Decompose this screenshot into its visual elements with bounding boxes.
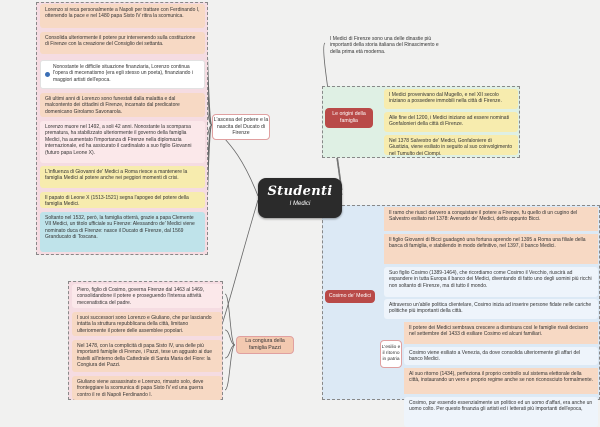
studenti-logo: Studenti — [267, 184, 333, 199]
topic-origini[interactable] — [325, 108, 373, 128]
cosimo-node-2-text: Il figlio Giovanni di Bicci guadagnò una fortuna aprendo nel 1395 a Roma una filiale della banca di famiglia, e stabilendo in modo definitivo, nel 1397, il banco Medici. — [389, 237, 586, 250]
central-node[interactable] — [258, 178, 342, 218]
ascesa-node-1[interactable] — [40, 4, 205, 28]
esilio-node-2-text: Cosimo viene esiliato a Venezia, da dove consolida ulteriormente gli affari del banco Medici. — [409, 350, 581, 363]
ascesa-node-4[interactable] — [40, 93, 205, 117]
ascesa-node-3[interactable] — [40, 60, 205, 89]
esilio-node-3-text: Al suo ritorno (1434), perfeziona il proprio controllo sul sistema elettorale della città, instaurando un vero e proprio regime anche se non riconosciuto formalmente. — [409, 371, 593, 384]
esilio-node-1[interactable] — [404, 322, 598, 344]
esilio-node-4[interactable] — [404, 397, 598, 427]
cosimo-node-2[interactable] — [384, 234, 598, 264]
congiura-node-2[interactable] — [72, 312, 222, 336]
topic-cosimo[interactable] — [325, 290, 375, 303]
ascesa-node-2-text: Consolida ulteriormente il potere pur intervenendo sulla costituzione di Firenze con la creazione del Consiglio dei settanta. — [45, 35, 196, 48]
ascesa-node-1-text: Lorenzo si reca personalmente a Napoli per trattare con Ferdinando I, ottenendo la pace e nel 1480 papa Sisto IV ritira la scomunica. — [45, 7, 200, 20]
origini-node-2-text: Alle fine del 1200, i Medici iniziano ad essere nominati Gonfalonieri della città di Firenze. — [389, 115, 510, 128]
esilio-node-2[interactable] — [404, 347, 598, 365]
topic-esilio-label: L'esilio e il ritorno in patria — [381, 345, 401, 362]
congiura-node-4[interactable] — [72, 376, 222, 400]
esilio-node-3[interactable] — [404, 368, 598, 394]
topic-ascesa[interactable] — [212, 114, 270, 140]
topic-origini-label: Le origini della famiglia — [332, 111, 366, 124]
ascesa-node-8[interactable] — [40, 212, 205, 252]
ascesa-node-3-text: Nonostante le difficile situazione finanziaria, Lorenzo continua l'opera di mecenatismo (era egli stesso un poeta), finanziando i maggiori artisti dell'epoca. — [53, 64, 193, 83]
congiura-node-4-text: Giuliano viene assassinato e Lorenzo, rimasto solo, deve fronteggiare la scomunica di papa Sisto IV ed una guerra contro il re di Napoli Ferdinando I. — [77, 379, 204, 398]
congiura-node-3[interactable] — [72, 340, 222, 372]
cosimo-node-4-text: Attraverso un'abile politica clientelare, Cosimo inizia ad inserire persone fidate nelle cariche politiche più importanti della città. — [389, 302, 592, 315]
topic-esilio[interactable] — [380, 340, 402, 368]
origini-node-3[interactable] — [384, 135, 518, 155]
ascesa-node-5-text: Lorenzo muore nel 1492, a soli 42 anni. Nonostante la scomparsa prematura, ha stabilizzato ulteriormente il governo della famiglia Medici, ha aumentato l'importanza di Firenze nella diplomazia internazionale, ed ha assicurato il cardinalato a suo figlio Giovanni (futuro papa Leone X). — [45, 124, 192, 156]
cosimo-node-1-text: Il ramo che riuscì davvero a conquistare il potere a Firenze, fu quello di un cugino del Salvestro esiliato nel 1378: Averardo de' Medici, detto appunto Bicci. — [389, 210, 578, 223]
origini-node-3-text: Nel 1378 Salvestro de' Medici, Gonfaloniere di Giustizia, viene esiliato in seguito al suo coinvolgimento nel Tumulto dei Ciompi. — [389, 138, 513, 157]
origini-node-1[interactable] — [384, 89, 518, 109]
ascesa-node-6-text: L'influenza di Giovanni de' Medici a Roma riesce a mantenere la famiglia Medici al potere anche nei peggiori momenti di crisi. — [45, 169, 188, 182]
topic-congiura[interactable] — [236, 336, 294, 354]
ascesa-node-7[interactable] — [40, 192, 205, 208]
congiura-node-3-text: Nel 1478, con la complicità di papa Sisto IV, una delle più importanti famiglie di Firenze, i Pazzi, tese un agguato ai due fratelli all'interno della Cattedrale di Santa Maria del Fiore: la Congiura dei Pazzi. — [77, 343, 213, 369]
ascesa-node-2[interactable] — [40, 32, 205, 54]
ascesa-node-7-text: Il papato di Leone X (1513-1521) segna l'apogeo del potere della famiglia Medici. — [45, 195, 189, 208]
ascesa-node-5[interactable] — [40, 121, 205, 163]
ascesa-node-4-text: Gli ultimi anni di Lorenzo sono funestati dalla malattia e dal malcontento dei cittadini di Firenze, incarnato dal predicatore domenicano Girolamo Savonarola. — [45, 96, 180, 115]
ascesa-node-6[interactable] — [40, 166, 205, 188]
congiura-node-1-text: Piero, figlio di Cosimo, governa Firenze dal 1463 al 1469, consolidandone il potere e proseguendo l'intensa attività mecenatistica del padre. — [77, 287, 205, 306]
topic-cosimo-label: Cosimo de' Medici — [328, 293, 372, 300]
ascesa-node-8-text: Soltanto nel 1532, però, la famiglia otterrà, grazie a papa Clemente VII Medici, un titolo ufficiale su Firenze: Alessandro de' Medici viene nominato duca di Firenze: nasce il Ducato di Firenze, dal 1569 Granducato di Toscana. — [45, 215, 195, 241]
congiura-node-1[interactable] — [72, 284, 222, 308]
intro-text: I Medici di Firenze sono una delle dinastie più importanti della storia italiana del Rinascimento e della prima età moderna. — [330, 36, 439, 55]
cosimo-node-3[interactable] — [384, 267, 598, 297]
esilio-node-4-text: Cosimo, pur essendo essenzialmente un politico ed un uomo d'affari, era anche un uomo colto. Per questo finanzia gli artisti ed i letterati più importanti dell'epoca, — [409, 400, 593, 413]
origini-node-2[interactable] — [384, 112, 518, 132]
esilio-node-1-text: Il potere dei Medici sembrava crescere a dismisura così le famiglie rivali decisero nel settembre del 1433 di esiliare Cosimo ed alcuni familiari. — [409, 325, 589, 338]
info-icon — [45, 72, 50, 77]
topic-congiura-label: La congiura della famiglia Pazzi — [245, 338, 285, 351]
cosimo-node-1[interactable] — [384, 207, 598, 231]
congiura-node-2-text: I suoi successori sono Lorenzo e Giuliano, che pur lasciando intatta la struttura repubblicana della città, limitano ulteriormente il potere delle assemblee popolari. — [77, 315, 212, 334]
origini-node-1-text: I Medici provenivano dal Mugello, e nel XII secolo iniziano a possedere immobili nella città di Firenze. — [389, 92, 502, 105]
cosimo-node-3-text: Suo figlio Cosimo (1389-1464), che ricordiamo come Cosimo il Vecchio, riuscirà ad espandere in tutta Europa il banco dei Medici, diventando di fatto uno degli uomini più ricchi non soltanto di Firenze, ma di tutto il mondo. — [389, 270, 592, 289]
intro-node[interactable] — [325, 33, 455, 59]
topic-ascesa-label: L'ascesa del potere e la nascita del Ducato di Firenze — [213, 117, 269, 137]
central-subtitle: I Medici — [289, 201, 311, 207]
cosimo-node-4[interactable] — [384, 299, 598, 319]
